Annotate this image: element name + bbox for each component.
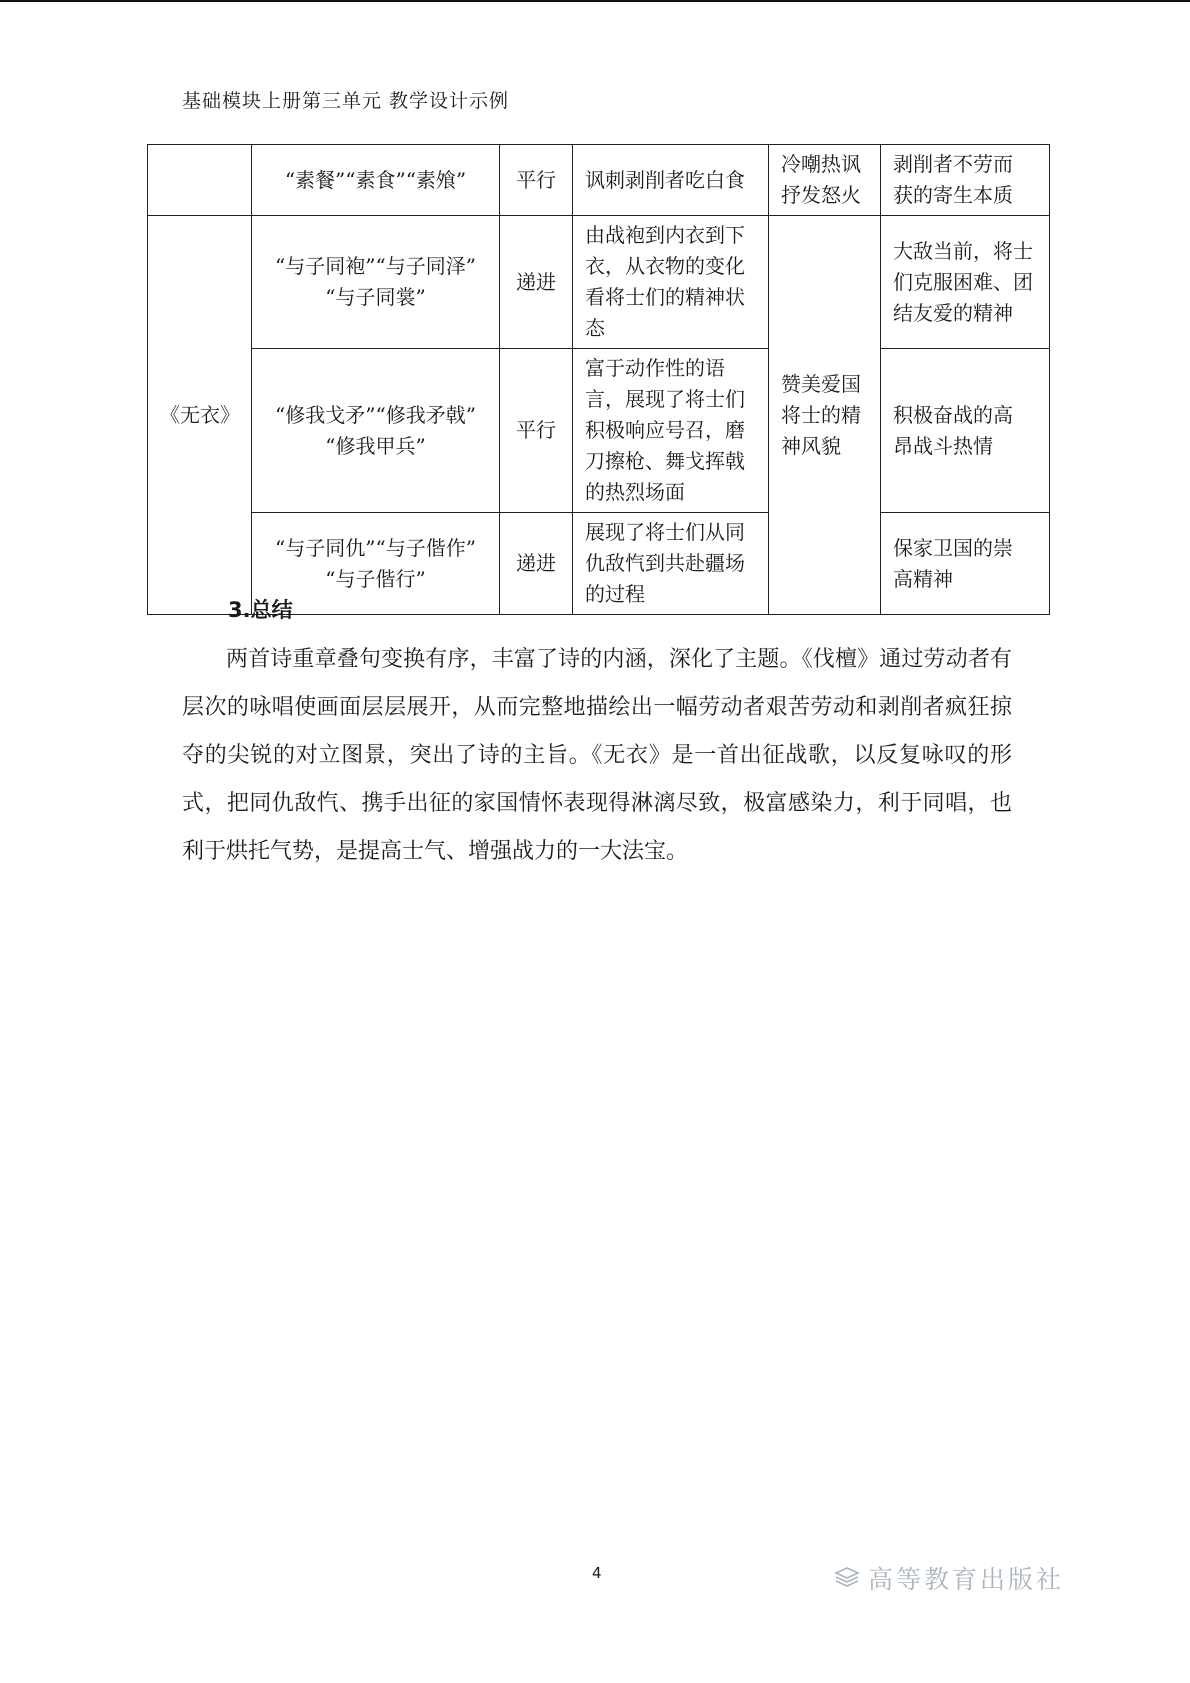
top-rule	[0, 0, 1190, 2]
phrase-line: “修我戈矛”“修我矛戟”	[275, 402, 476, 427]
structure-cell: 平行	[500, 145, 573, 216]
phrase-cell	[252, 145, 500, 216]
content-line: 由战袍到内衣到下	[585, 223, 745, 247]
poem-analysis-table	[147, 144, 1050, 615]
content-line: 看将士们的精神状	[585, 285, 745, 309]
emotion-line: 神风貌	[781, 433, 841, 458]
content-cell	[573, 145, 769, 216]
publisher-mark	[834, 1560, 1064, 1596]
content-line: 的热烈场面	[585, 480, 685, 504]
emotion-cell	[769, 145, 881, 216]
structure-cell: 递进	[500, 513, 573, 615]
content-line: 态	[585, 316, 605, 340]
content-cell	[573, 216, 769, 349]
table-row	[148, 349, 1050, 513]
emotion-line: 冷嘲热讽	[781, 152, 861, 176]
poem-cell	[148, 145, 252, 216]
content-cell	[573, 513, 769, 615]
content-line: 刀擦枪、舞戈挥戟	[585, 449, 745, 473]
content-line: 积极响应号召，磨	[585, 418, 745, 442]
section-heading: 3.总结	[228, 598, 293, 622]
publisher-logo-icon	[834, 1567, 860, 1589]
emotion-line: 将士的精	[781, 402, 861, 427]
phrase-cell	[252, 349, 500, 513]
meaning-line: 剥削者不劳而	[893, 152, 1013, 176]
phrase-line: “与子同仇”“与子偕作”	[275, 535, 476, 560]
meaning-line: 获的寄生本质	[893, 183, 1013, 207]
meaning-line: 结友爱的精神	[893, 300, 1013, 325]
phrase-line: “与子偕行”	[325, 566, 426, 591]
meaning-cell	[881, 349, 1050, 513]
phrase-line: “与子同袍”“与子同泽”	[275, 254, 476, 278]
structure-cell: 递进	[500, 216, 573, 349]
phrase-cell	[252, 216, 500, 349]
emotion-cell	[769, 216, 881, 615]
content-line: 讽刺剥削者吃白食	[585, 167, 745, 192]
meaning-line: 昂战斗热情	[893, 433, 993, 458]
content-line: 富于动作性的语	[585, 356, 725, 380]
meaning-line: 保家卫国的崇	[893, 535, 1013, 560]
content-line: 仇敌忾到共赴疆场	[585, 551, 745, 575]
publisher-name: 高等教育出版社	[868, 1565, 1065, 1594]
meaning-line: 们克服困难、团	[893, 269, 1033, 294]
summary-paragraph: 两首诗重章叠句变换有序，丰富了诗的内涵，深化了主题。《伐檀》通过劳动者有层次的咏唱使画面层层展开，从而完整地描绘出一幅劳动者艰苦劳动和剥削者疯狂掠夺的尖锐的对立图景，突出了诗的主旨。《无衣》是一首出征战歌，以反复咏叹的形式，把同仇敌忾、携手出征的家国情怀表现得淋漓尽致，极富感染力，利于同唱，也利于烘托气势，是提高士气、增强战力的一大法宝。	[182, 647, 1012, 864]
content-line: 言，展现了将士们	[585, 387, 745, 411]
meaning-line: 积极奋战的高	[893, 402, 1013, 427]
meaning-line: 大敌当前，将士	[893, 238, 1033, 263]
page-number: 4	[592, 1564, 602, 1582]
table-row	[148, 216, 1050, 349]
emotion-line: 赞美爱国	[781, 371, 861, 396]
poem-cell: 《无衣》	[148, 216, 252, 615]
table-row	[148, 145, 1050, 216]
meaning-cell	[881, 145, 1050, 216]
content-cell	[573, 349, 769, 513]
meaning-line: 高精神	[893, 566, 953, 591]
phrase-line: “修我甲兵”	[325, 433, 426, 458]
page-header: 基础模块上册第三单元 教学设计示例	[182, 90, 510, 112]
meaning-cell	[881, 513, 1050, 615]
phrase-line: “素餐”“素食”“素飧”	[284, 167, 467, 192]
content-line: 衣，从衣物的变化	[585, 254, 745, 278]
phrase-line: “与子同裳”	[325, 285, 426, 309]
structure-cell: 平行	[500, 349, 573, 513]
meaning-cell	[881, 216, 1050, 349]
emotion-line: 抒发怒火	[781, 183, 861, 207]
content-line: 展现了将士们从同	[585, 520, 745, 544]
content-line: 的过程	[585, 582, 645, 606]
